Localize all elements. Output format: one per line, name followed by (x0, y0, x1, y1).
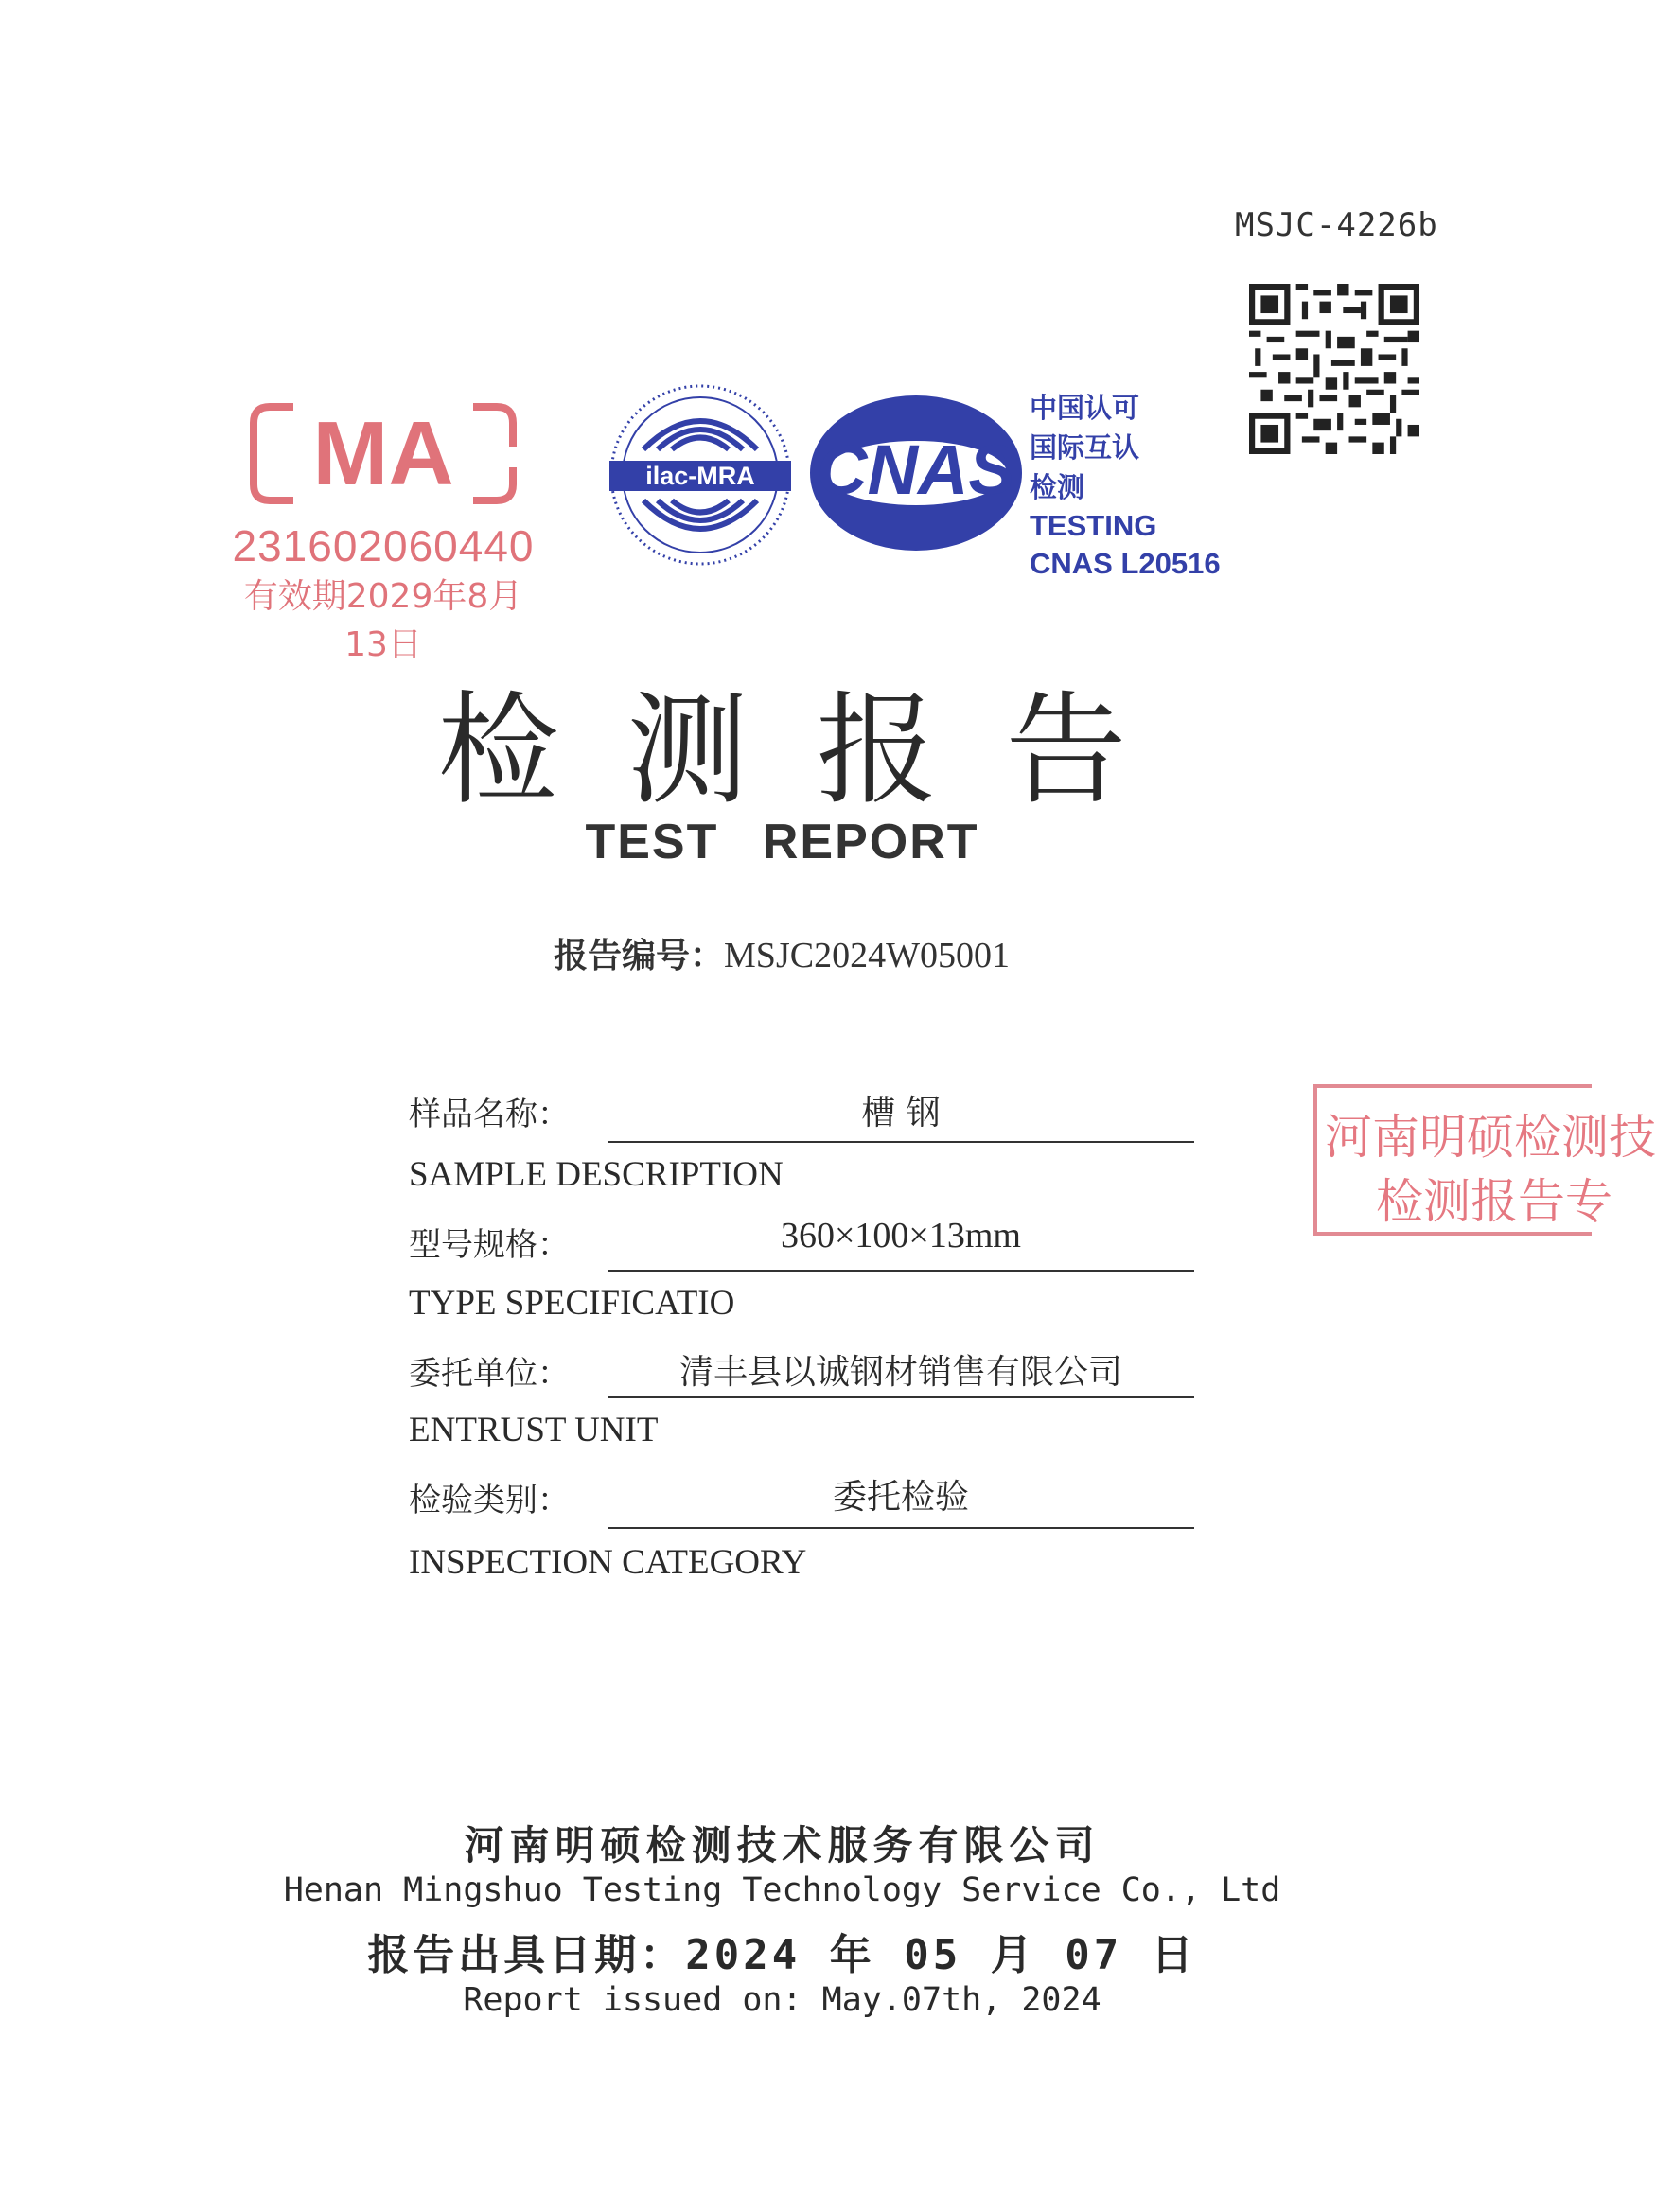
field-value: 360×100×13mm (781, 1216, 1021, 1255)
qr-code-icon (1249, 284, 1419, 454)
footer-issue-date-cn: 报告出具日期：2024 年 05 月 07 日 (367, 1931, 1197, 1979)
field-label-cn: 样品名称： (409, 1096, 570, 1133)
cnas-line-2: 国际互认 (1030, 431, 1140, 464)
cma-logo-text: MA (312, 403, 454, 504)
field-underline (608, 1396, 1194, 1398)
footer-issue-date-en: Report issued on: May.07th, 2024 (463, 1981, 1101, 2019)
cnas-accreditation-text (1030, 388, 1221, 583)
cnas-line-5: CNAS L20516 (1030, 547, 1221, 580)
ilac-mra-logo-icon (606, 374, 795, 577)
cma-logo-icon (227, 390, 539, 518)
cnas-logo-text: CNAS (817, 430, 1015, 509)
field-label-en: TYPE SPECIFICATIO (409, 1284, 735, 1323)
field-label-en: SAMPLE DESCRIPTION (409, 1155, 784, 1194)
field-label-en: INSPECTION CATEGORY (409, 1543, 807, 1582)
field-value: 委托检验 (832, 1478, 969, 1517)
field-label-cn: 型号规格： (409, 1226, 570, 1264)
field-label-en: ENTRUST UNIT (409, 1411, 659, 1449)
report-number (554, 929, 1010, 977)
footer-company-cn: 河南明硕检测技术服务有限公司 (464, 1822, 1101, 1869)
footer-company-en: Henan Mingshuo Testing Technology Service Co., Ltd (283, 1871, 1281, 1909)
cma-number: 231602060440 (232, 521, 535, 571)
cnas-line-4: TESTING (1030, 509, 1157, 542)
cma-accreditation-mark (227, 390, 539, 664)
cma-validity: 有效期2029年8月13日 (243, 577, 523, 664)
field-value: 槽 钢 (861, 1094, 941, 1132)
report-number-value: MSJC2024W05001 (724, 936, 1010, 975)
field-value: 清丰县以诚钢材销售有限公司 (678, 1353, 1122, 1392)
field-underline (608, 1270, 1194, 1272)
report-number-label: 报告编号： (554, 937, 725, 975)
field-underline (608, 1141, 1194, 1143)
ilac-mra-text: ilac-MRA (645, 462, 755, 490)
page-title-en: TEST REPORT (585, 815, 979, 869)
field-underline (608, 1527, 1194, 1529)
field-label-cn: 委托单位： (409, 1355, 570, 1393)
cnas-line-1: 中国认可 (1030, 392, 1140, 424)
company-seal-stamp (1313, 1084, 1656, 1236)
cnas-logo-icon (802, 388, 1030, 558)
stamp-line-1: 河南明硕检测技 (1325, 1110, 1656, 1165)
page-title-cn: 检测报告 (437, 680, 1195, 821)
document-code: MSJC-4226b (1235, 206, 1438, 244)
cnas-line-3: 检测 (1030, 471, 1085, 503)
field-label-cn: 检验类别： (409, 1482, 570, 1519)
stamp-line-2: 检测报告专 (1376, 1174, 1612, 1229)
